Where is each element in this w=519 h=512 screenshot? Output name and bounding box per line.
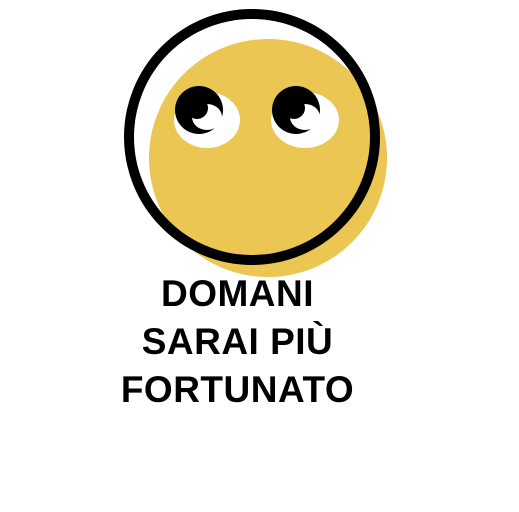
message-line-2: SARAI PIÙ [141,321,334,362]
motivational-message [0,270,475,414]
message-line-1: DOMANI [160,273,315,314]
message-line-3: FORTUNATO [120,369,355,410]
